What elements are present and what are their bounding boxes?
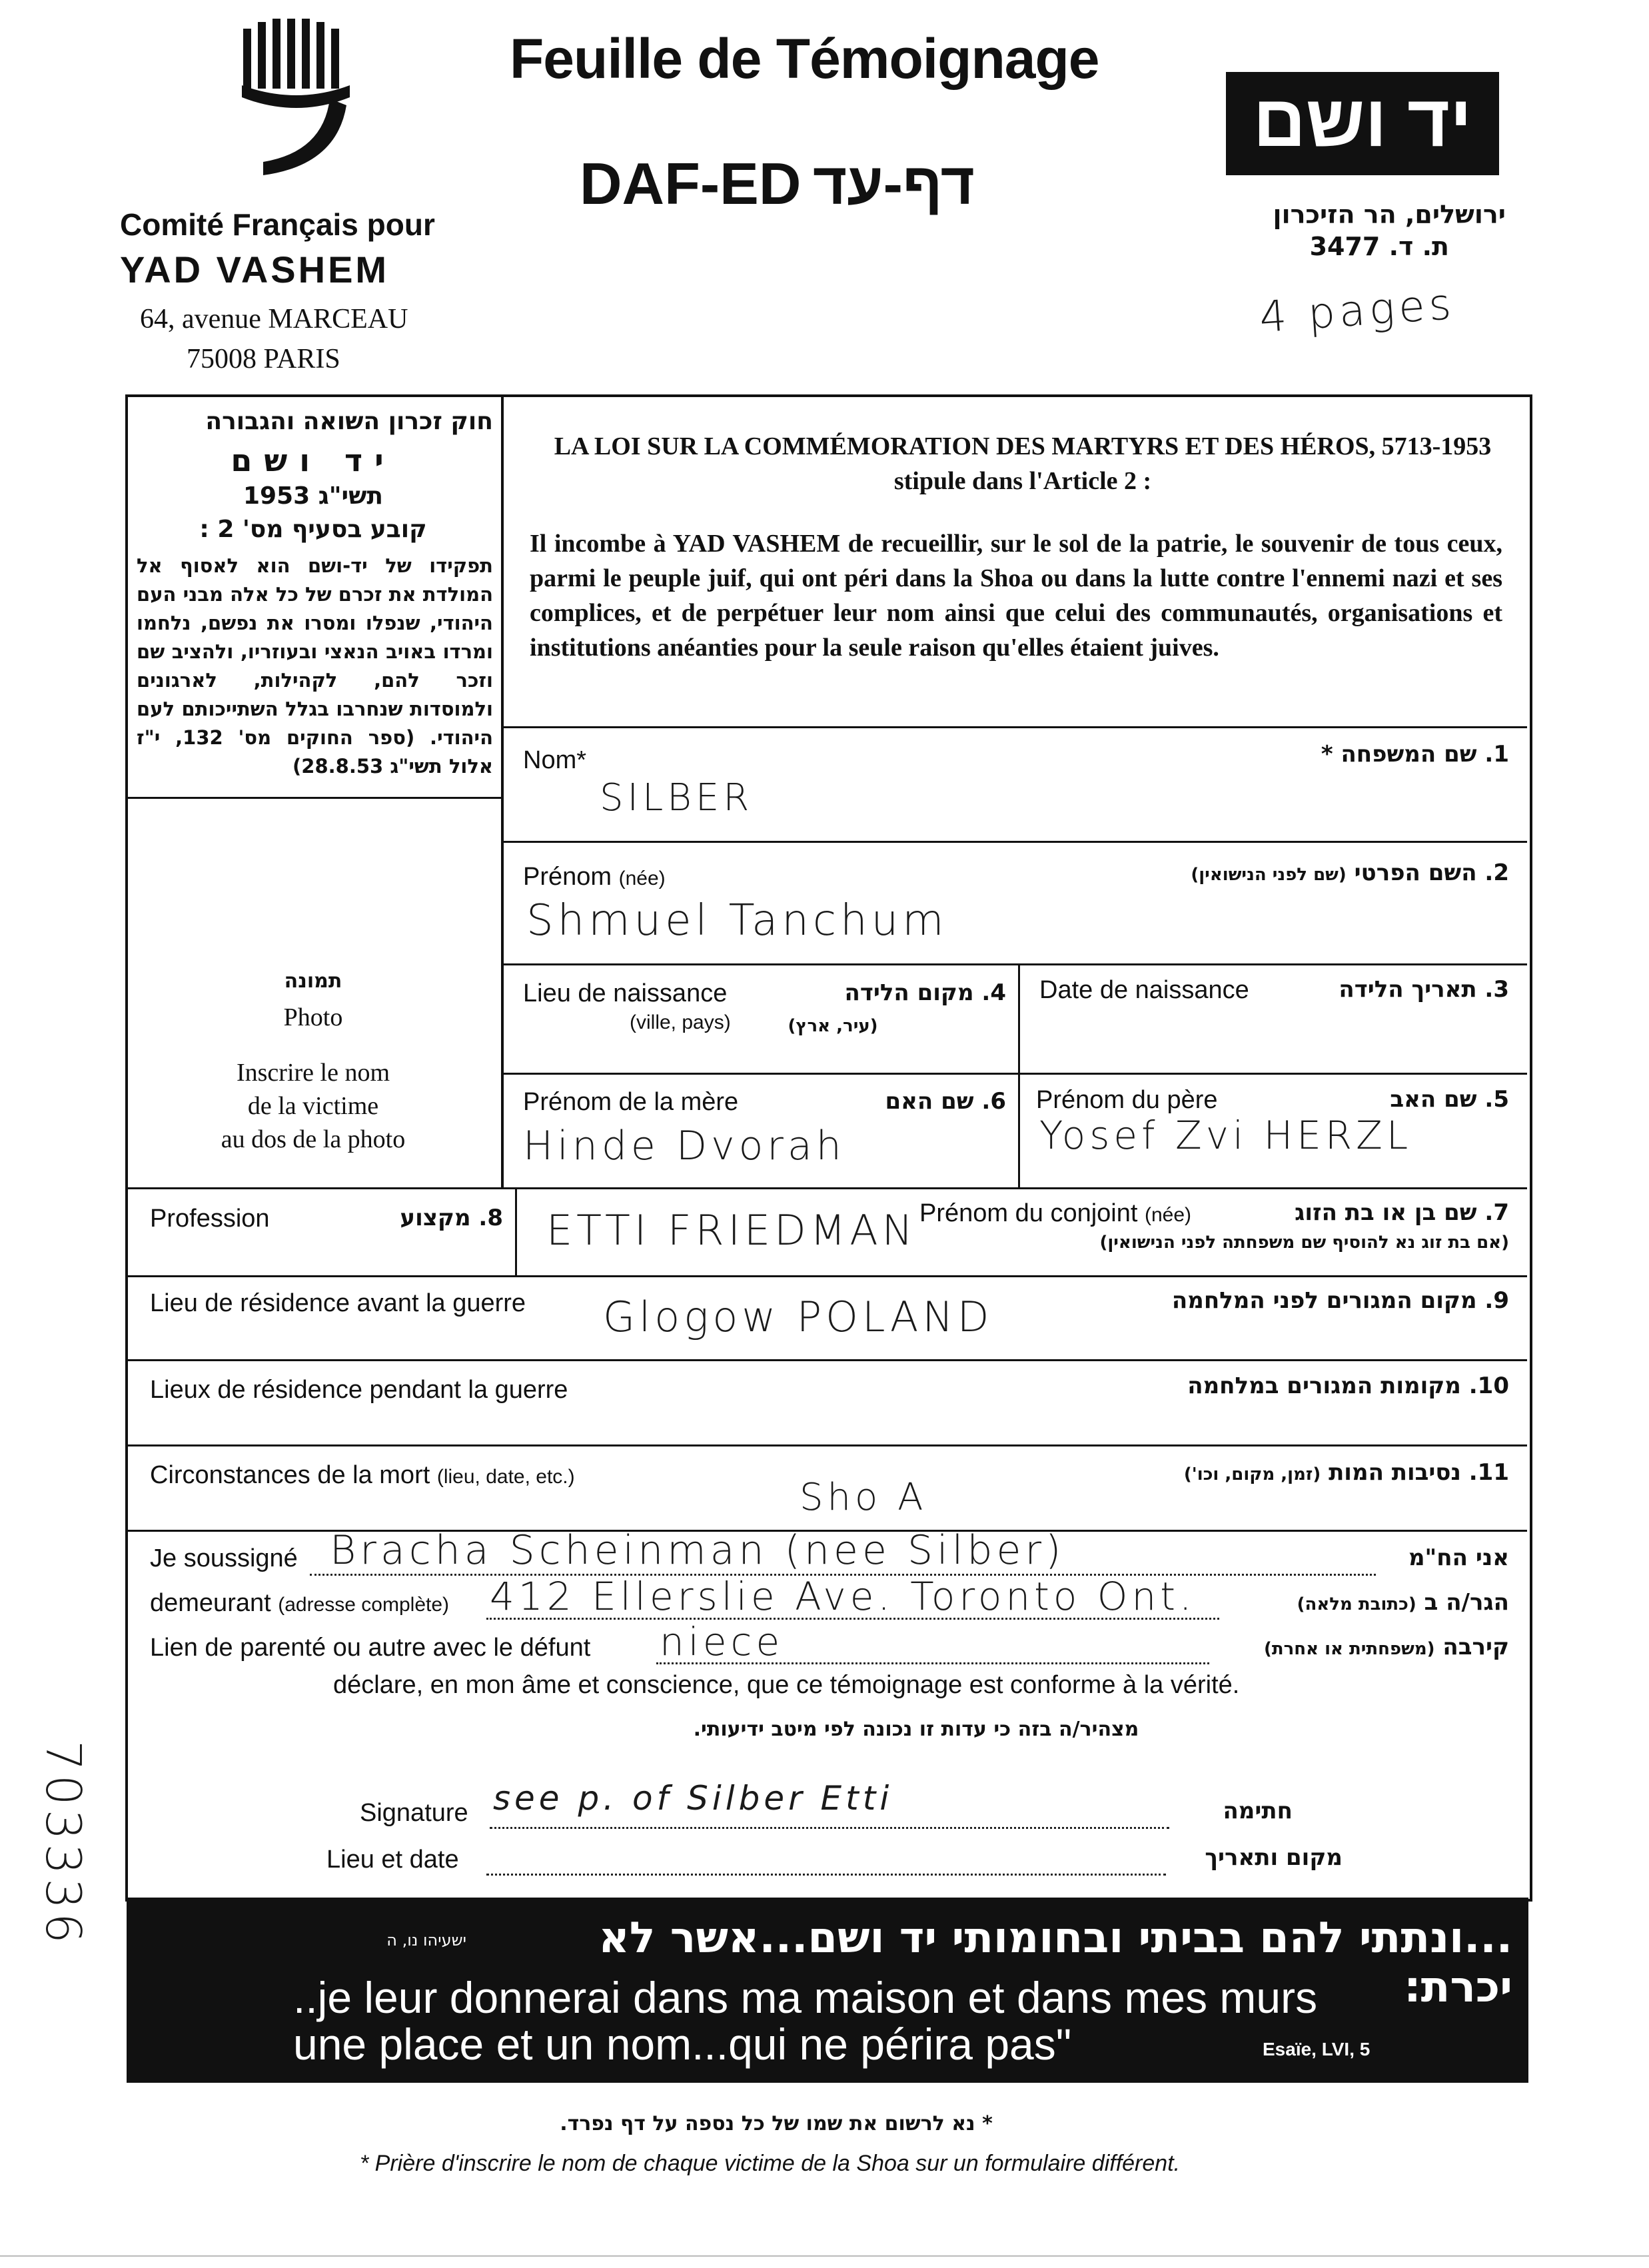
banner-hebrew-reference: ישעיהו נו, ה: [386, 1931, 466, 1950]
field-conjoint-hebrew-small: (אם בת זוג נא להוסיף שם משפחתה לפני הנישואין): [1099, 1233, 1509, 1253]
field-residence-pendant-hebrew: 10. מקומות המגורים במלחמה: [1187, 1373, 1509, 1399]
lieu-date-hebrew: מקום ותאריך: [1205, 1844, 1343, 1871]
declaration-soussigne-value[interactable]: Bracha Scheinman (nee Silber): [330, 1527, 1065, 1574]
field-circonstances-hebrew-small: (זמן, מקום, וכו'): [1183, 1464, 1321, 1484]
footer-french-note: * Prière d'inscrire le nom de chaque victime de la Shoa sur un formulaire différent.: [360, 2151, 1181, 2176]
footer-hebrew-note: * נא לרשום את שמו של כל נספה על דף נפרד.: [560, 2112, 993, 2135]
field-nom-value[interactable]: SILBER: [600, 776, 754, 820]
lieu-date-label: Lieu et date: [326, 1846, 459, 1874]
field-prenom-mere-label: Prénom de la mère: [523, 1088, 739, 1116]
hebrew-logo-box: [1226, 72, 1499, 175]
law-column-divider: [501, 394, 504, 1189]
field-lieu-naissance-label: Lieu de naissance: [523, 979, 728, 1007]
law-hebrew-title-line2: יד ושם: [231, 442, 396, 478]
banner-hebrew-quote: ...ונתתי להם בביתי ובחומותי יד ושם...אשר לא יכרת:: [598, 1914, 1512, 2012]
law-hebrew-title-line3: תשי"ג 1953: [243, 482, 384, 510]
form-subtitle-latin: DAF-ED: [580, 151, 802, 217]
declaration-soussigne-hebrew: אני הח"מ: [1408, 1544, 1509, 1571]
field-prenom-hebrew: [1066, 859, 1509, 886]
row-line-birth-bottom: [501, 1073, 1527, 1075]
photo-instruction-line1: Inscrire le nom: [236, 1059, 390, 1087]
field-conjoint-value[interactable]: ETTI FRIEDMAN: [546, 1206, 917, 1255]
row-line-residence-during-bottom: [125, 1444, 1527, 1446]
declaration-lien-label: Lien de parenté ou autre avec le défunt: [150, 1634, 591, 1662]
field-circonstances-label-small: (lieu, date, etc.): [436, 1466, 575, 1488]
form-title: Feuille de Témoignage: [510, 27, 1099, 90]
signature-label: Signature: [360, 1799, 468, 1827]
signature-line: [490, 1827, 1169, 1829]
field-date-naissance-label: Date de naissance: [1039, 976, 1249, 1004]
hebrew-address-line1: ירושלים, הר הזיכרון: [1273, 200, 1506, 229]
row-line-residence-before-bottom: [125, 1359, 1527, 1361]
committee-name-line2: YAD VASHEM: [120, 249, 390, 290]
field-date-naissance-hebrew: 3. תאריך הלידה: [1339, 976, 1509, 1003]
field-nom-label: Nom*: [523, 746, 587, 774]
field-profession-label: Profession: [150, 1205, 270, 1233]
field-prenom-pere-label: Prénom du père: [1036, 1086, 1218, 1114]
footer-rule: [0, 2255, 1649, 2257]
field-prenom-hebrew-text: 2. השם הפרטי: [1354, 859, 1509, 886]
field-lieu-naissance-label-small: (ville, pays): [630, 1011, 731, 1033]
field-prenom-hebrew-small: (שם לפני הנישואין): [1191, 865, 1347, 885]
law-hebrew-title-line4: קובע בסעיף מס' 2 :: [199, 516, 427, 543]
col-line-profession: [515, 1187, 517, 1277]
declaration-demeurant-label-small: (adresse complète): [278, 1594, 450, 1616]
declaration-lien-hebrew-small: (משפחתית או אחרת): [1263, 1639, 1435, 1659]
photo-instruction-line2: de la victime: [247, 1092, 379, 1120]
yad-vashem-logo-icon: [237, 19, 356, 192]
law-column-bottom: [125, 797, 504, 799]
declaration-soussigne-label: Je soussigné: [150, 1544, 298, 1572]
field-residence-avant-hebrew: 9. מקום המגורים לפני המלחמה: [1171, 1287, 1509, 1314]
photo-hebrew-label: תמונה: [284, 969, 342, 993]
form-subtitle-hebrew: דף-עד: [813, 151, 975, 217]
field-conjoint-label: [919, 1199, 1191, 1228]
field-prenom-pere-value[interactable]: Yosef Zvi HERZL: [1039, 1113, 1412, 1158]
photo-label: Photo: [283, 1003, 343, 1031]
field-circonstances-hebrew-text: 11. נסיבות המות: [1329, 1459, 1509, 1486]
hebrew-logo-text: יד ושם: [1253, 80, 1472, 162]
row-line-profession-bottom: [125, 1275, 1527, 1277]
declaration-lien-hebrew: [1219, 1634, 1509, 1660]
declaration-demeurant-label: [150, 1589, 449, 1618]
law-french-subtitle: stipule dans l'Article 2 :: [893, 467, 1152, 495]
field-lieu-naissance-hebrew-small: (עיר, ארץ): [788, 1016, 878, 1036]
law-hebrew-title-line1: חוק זכרון השואה והגבורה: [205, 408, 493, 435]
declaration-demeurant-hebrew-text: הגר/ה ב: [1424, 1589, 1509, 1616]
declaration-demeurant-value[interactable]: 412 Ellerslie Ave. Toronto Ont.: [490, 1574, 1196, 1619]
banner-french-quote-line1: ..je leur donnerai dans ma maison et dans mes murs: [293, 1973, 1318, 2022]
hebrew-address-line2: ת. ד. 3477: [1309, 232, 1449, 261]
field-prenom-pere-hebrew: 5. שם האב: [1390, 1086, 1509, 1113]
signature-value[interactable]: see p. of Silber Etti: [493, 1779, 893, 1818]
field-circonstances-hebrew: [999, 1459, 1509, 1486]
declaration-statement-hebrew: מצהיר/ה בזה כי עדות זו נכונה לפי מיטב ידיעותי.: [693, 1718, 1139, 1741]
field-circonstances-label-text: Circonstances de la mort: [150, 1461, 430, 1489]
field-residence-pendant-label: Lieux de résidence pendant la guerre: [150, 1376, 568, 1404]
committee-address-line2: 75008 PARIS: [187, 344, 340, 374]
field-residence-avant-label: Lieu de résidence avant la guerre: [150, 1289, 526, 1317]
field-conjoint-hebrew: 7. שם בן או בת הזוג: [1295, 1199, 1509, 1226]
photo-instruction-line3: au dos de la photo: [221, 1125, 406, 1153]
field-residence-avant-value[interactable]: Glogow POLAND: [603, 1293, 993, 1341]
field-prenom-mere-value[interactable]: Hinde Dvorah: [523, 1123, 845, 1169]
field-nom-hebrew: 1. שם המשפחה *: [1321, 741, 1509, 768]
field-prenom-mere-hebrew: 6. שם האם: [885, 1088, 1006, 1115]
banner-french-reference: Esaïe, LVI, 5: [1263, 2039, 1371, 2059]
declaration-statement-french: déclare, en mon âme et conscience, que ce témoignage est conforme à la vérité.: [333, 1671, 1240, 1699]
field-conjoint-label-text: Prénom du conjoint: [919, 1199, 1138, 1227]
field-prenom-value[interactable]: Shmuel Tanchum: [526, 896, 948, 945]
declaration-lien-value[interactable]: niece: [660, 1619, 784, 1664]
signature-hebrew: חתימה: [1223, 1798, 1293, 1824]
field-circonstances-label: [150, 1461, 575, 1490]
declaration-lien-hebrew-text: קירבה: [1442, 1634, 1509, 1660]
field-profession-hebrew: 8. מקצוע: [400, 1205, 503, 1231]
handwritten-page-count: 4 pages: [1257, 279, 1457, 343]
row-line-parents-bottom: [125, 1187, 1527, 1189]
quote-banner: [127, 1898, 1528, 2083]
committee-name-line1: Comité Français pour: [120, 207, 435, 242]
field-conjoint-label-small: (née): [1144, 1204, 1192, 1226]
field-prenom-label: [523, 863, 666, 891]
declaration-demeurant-hebrew: [1226, 1589, 1509, 1616]
row-line-nom-bottom: [501, 841, 1527, 843]
banner-french-quote-line2: une place et un nom...qui ne périra pas": [293, 2019, 1072, 2069]
field-prenom-label-small: (née): [618, 867, 666, 889]
law-french-title: LA LOI SUR LA COMMÉMORATION DES MARTYRS ET DES HÉROS, 5713-1953: [554, 432, 1492, 460]
declaration-demeurant-hebrew-small: (כתובת מלאה): [1297, 1594, 1416, 1614]
field-prenom-label-text: Prénom: [523, 863, 612, 891]
committee-address-line1: 64, avenue MARCEAU: [140, 304, 408, 334]
row-line-law-bottom: [501, 726, 1527, 728]
declaration-demeurant-label-text: demeurant: [150, 1589, 271, 1617]
field-lieu-naissance-hebrew: 4. מקום הלידה: [844, 979, 1006, 1006]
law-hebrew-body: תפקידו של יד-ושם הוא לאסוף אל המולדת את זכרם של כל אלה מבני העם היהודי, שנפלו ומסרו את נפשם, נלחמו ומרדו באויב הנאצי ובעוזריו, ולהציב שם וזכר להם, לקהילות, לארגונים ולמוסדות שנחרבו בגלל השתייכותם לעם היהודי. (ספר החוקים מס' 132, י"ז אלול תשי"ג 28.8.53): [137, 554, 493, 778]
field-circonstances-value[interactable]: Sho A: [800, 1476, 927, 1519]
law-french-body: Il incombe à YAD VASHEM de recueillir, sur le sol de la patrie, le souvenir de tous ceux, parmi le peuple juif, qui ont péri dans la Shoa ou dans la lutte contre l'ennemi nazi et ses complices, et de perpétuer leur nom ainsi que celui des communautés, organisations et institutions anéanties pour la seule raison qu'elles étaient juives.: [530, 530, 1502, 662]
row-line-prenom-bottom: [501, 963, 1527, 965]
side-handwritten-number: 703336: [35, 1740, 91, 1948]
col-line-birth: [1018, 963, 1020, 1189]
lieu-date-line: [486, 1874, 1166, 1876]
